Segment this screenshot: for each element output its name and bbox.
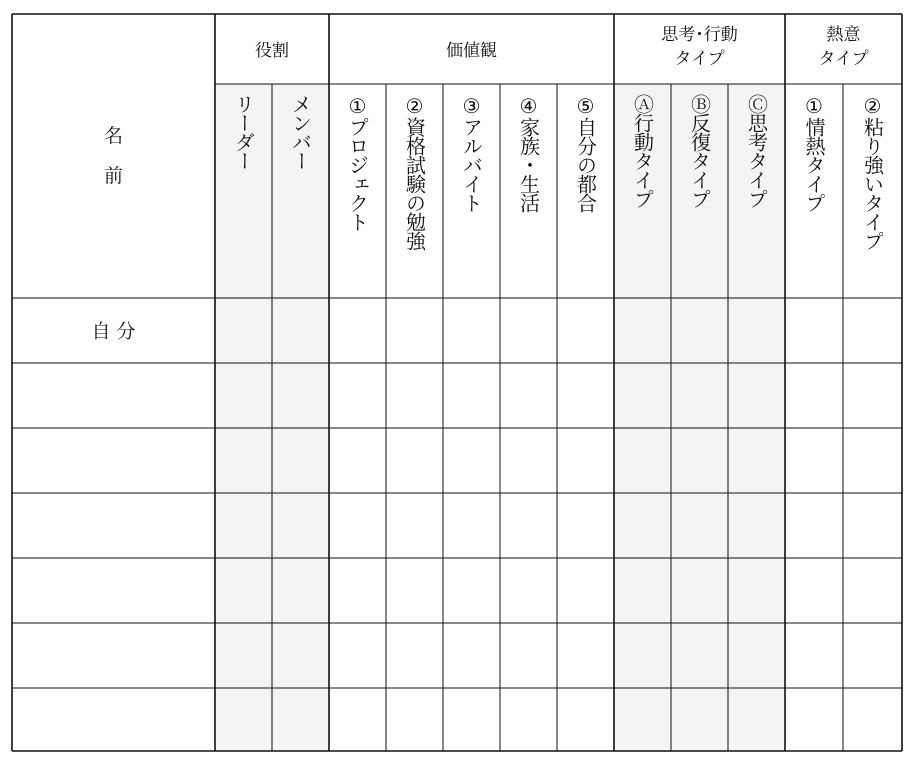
group-header-label: 熱意 xyxy=(826,25,861,45)
column-header-label: ①情熱タイプ xyxy=(802,94,826,212)
column-header-label: ⑤自分の都合 xyxy=(573,94,598,212)
column-header-label: Ⓒ思考タイプ xyxy=(744,94,769,208)
column-shade xyxy=(215,84,272,751)
group-header-label: 思考･行動 xyxy=(661,25,738,45)
column-header-label: ②資格試験の勉強 xyxy=(402,94,427,250)
name-header-char: 名 xyxy=(103,125,124,147)
name-header-char: 前 xyxy=(103,165,124,187)
row-name-label: 自 分 xyxy=(91,320,136,343)
group-header-label: タイプ xyxy=(674,49,725,69)
group-header-label: タイプ xyxy=(818,49,869,69)
group-header-label: 役割 xyxy=(255,41,289,61)
group-header-label: 価値観 xyxy=(446,41,497,61)
column-header-label: Ⓑ反復タイプ xyxy=(687,94,712,208)
column-header-label: ③アルバイト xyxy=(459,94,484,212)
column-header-label: Ⓐ行動タイプ xyxy=(630,94,655,208)
column-header-label: メンバー xyxy=(288,94,313,170)
column-header-label: ④家族・生活 xyxy=(516,94,541,212)
column-header-label: リーダー xyxy=(231,94,256,170)
column-header-label: ②粘り強いタイプ xyxy=(860,94,885,250)
column-header-label: ①プロジェクト xyxy=(345,94,370,231)
column-shade xyxy=(272,84,329,751)
